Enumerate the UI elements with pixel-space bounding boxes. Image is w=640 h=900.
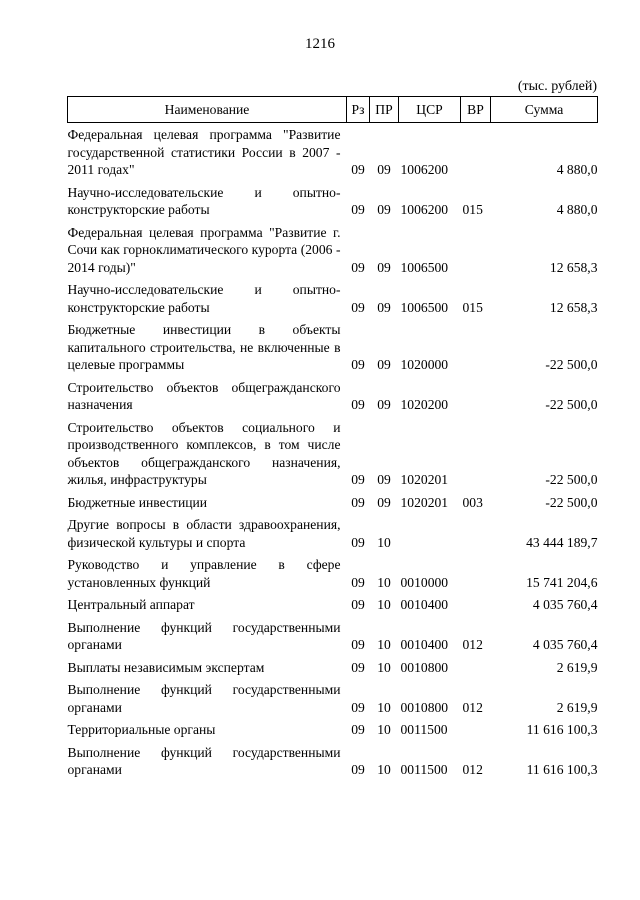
row-vr (461, 656, 491, 679)
row-pr: 10 (377, 659, 391, 675)
row-name: Бюджетные инвестиции (67, 494, 208, 510)
row-rz: 09 (351, 397, 365, 412)
header-vr: ВР (461, 97, 491, 123)
row-sum: 12 658,3 (549, 259, 598, 275)
row-sum: 4 035 760,4 (532, 637, 598, 652)
row-vr (461, 318, 491, 376)
row-csr: 0010800 (400, 659, 449, 675)
row-vr (461, 376, 491, 416)
row-pr: 10 (377, 699, 391, 715)
table-row (68, 616, 598, 656)
row-name: Другие вопросы в области здравоохранения, физической культуры и спорта (67, 517, 341, 550)
row-rz: 09 (351, 162, 365, 177)
row-sum: 11 616 100,3 (526, 762, 598, 777)
row-csr: 1020200 (400, 397, 449, 412)
row-rz: 09 (351, 722, 365, 737)
row-csr: 0010000 (400, 574, 449, 590)
row-sum: 12 658,3 (549, 299, 598, 315)
row-rz: 09 (351, 762, 365, 777)
row-name: Выполнение функций государственными органами (67, 619, 341, 652)
row-csr: 1006200 (400, 162, 449, 177)
row-name: Руководство и управление в сфере установленных функций (67, 557, 341, 590)
table-row (68, 741, 598, 781)
row-vr (461, 416, 491, 491)
row-pr: 09 (377, 494, 391, 510)
table-row (68, 593, 598, 616)
row-rz: 09 (351, 494, 365, 510)
row-pr: 10 (377, 722, 391, 737)
header-name: Наименование (68, 97, 347, 123)
row-pr: 10 (377, 574, 391, 590)
header-sum: Сумма (491, 97, 598, 123)
table-row (68, 318, 598, 376)
row-rz: 09 (351, 472, 365, 487)
row-name: Территориальные органы (67, 722, 216, 737)
header-rz: Рз (347, 97, 370, 123)
table-header-row (68, 97, 598, 123)
row-pr: 10 (377, 534, 391, 550)
budget-table (67, 96, 598, 781)
table-row (68, 123, 598, 181)
row-name: Выполнение функций государственными органами (67, 744, 341, 777)
row-name: Научно-исследовательские и опытно-конструкторские работы (67, 282, 341, 315)
row-pr: 09 (377, 202, 391, 217)
row-pr: 09 (377, 397, 391, 412)
row-name: Выплаты независимым экспертам (67, 659, 265, 675)
row-vr: 012 (462, 762, 483, 777)
row-pr: 10 (377, 637, 391, 652)
row-csr: 0011500 (400, 722, 448, 737)
row-csr: 1020201 (400, 494, 449, 510)
row-csr: 1020000 (400, 357, 449, 372)
row-name: Научно-исследовательские и опытно-конструкторские работы (67, 184, 341, 217)
row-pr: 09 (377, 472, 391, 487)
row-csr: 1006200 (400, 202, 449, 217)
row-sum: 15 741 204,6 (526, 574, 598, 590)
page-number: 1216 (305, 36, 335, 52)
row-rz: 09 (351, 574, 365, 590)
row-pr: 10 (377, 762, 391, 777)
row-sum: 11 616 100,3 (526, 722, 598, 737)
table-row (68, 491, 598, 514)
table-row (68, 221, 598, 279)
row-rz: 09 (351, 534, 365, 550)
row-name: Выполнение функций государственными органами (67, 682, 341, 715)
row-sum: -22 500,0 (545, 472, 598, 487)
row-rz: 09 (351, 659, 365, 675)
table-row (68, 376, 598, 416)
row-rz: 09 (351, 259, 365, 275)
row-csr: 1006500 (400, 299, 449, 315)
row-pr: 09 (377, 259, 391, 275)
row-rz: 09 (351, 597, 365, 612)
row-csr: 0011500 (400, 762, 448, 777)
row-pr: 09 (377, 299, 391, 315)
row-csr: 0010400 (400, 597, 449, 612)
row-sum: 4 035 760,4 (532, 597, 598, 612)
row-vr (461, 718, 491, 741)
row-sum: -22 500,0 (545, 357, 598, 372)
row-rz: 09 (351, 699, 365, 715)
row-sum: 2 619,9 (556, 699, 598, 715)
row-vr (461, 123, 491, 181)
table-row (68, 718, 598, 741)
row-csr: 1006500 (400, 259, 449, 275)
table-row (68, 416, 598, 491)
table-row (68, 678, 598, 718)
row-sum: 43 444 189,7 (526, 534, 598, 550)
row-sum: 4 880,0 (556, 202, 598, 217)
row-vr: 012 (462, 699, 483, 715)
row-name: Федеральная целевая программа "Развитие г. Сочи как горноклиматического курорта (2006 - 2014 годы)" (67, 224, 341, 275)
row-sum: -22 500,0 (545, 397, 598, 412)
row-vr (461, 513, 491, 553)
row-sum: 2 619,9 (556, 659, 598, 675)
row-vr: 003 (462, 494, 483, 510)
row-vr: 015 (462, 299, 483, 315)
row-vr: 012 (462, 637, 483, 652)
table-row (68, 181, 598, 221)
row-rz: 09 (351, 202, 365, 217)
row-csr: 1020201 (400, 472, 449, 487)
row-sum: 4 880,0 (556, 162, 598, 177)
row-pr: 09 (377, 357, 391, 372)
table-row (68, 553, 598, 593)
table-row (68, 656, 598, 679)
units-label: (тыс. рублей) (517, 79, 597, 94)
row-vr (461, 221, 491, 279)
row-name: Строительство объектов социального и производственного комплексов, в том числе объектов общегражданского назначения, жилья, инфраструктуры (67, 419, 341, 487)
row-rz: 09 (351, 299, 365, 315)
table-row (68, 278, 598, 318)
row-rz: 09 (351, 357, 365, 372)
table-row (68, 513, 598, 553)
row-name: Центральный аппарат (67, 597, 195, 612)
row-name: Федеральная целевая программа "Развитие государственной статистики России в 2007 - 2011 годах" (67, 127, 341, 177)
row-name: Строительство объектов общегражданского назначения (67, 379, 341, 412)
row-sum: -22 500,0 (545, 494, 598, 510)
header-csr: ЦСР (399, 97, 461, 123)
row-csr (399, 513, 461, 553)
row-vr (461, 553, 491, 593)
row-rz: 09 (351, 637, 365, 652)
row-csr: 0010400 (400, 637, 449, 652)
row-csr: 0010800 (400, 699, 449, 715)
row-pr: 10 (377, 597, 391, 612)
header-pr: ПР (370, 97, 399, 123)
row-vr (461, 593, 491, 616)
row-pr: 09 (377, 162, 391, 177)
row-vr: 015 (462, 202, 483, 217)
row-name: Бюджетные инвестиции в объекты капитального строительства, не включенные в целевые программы (67, 322, 341, 372)
